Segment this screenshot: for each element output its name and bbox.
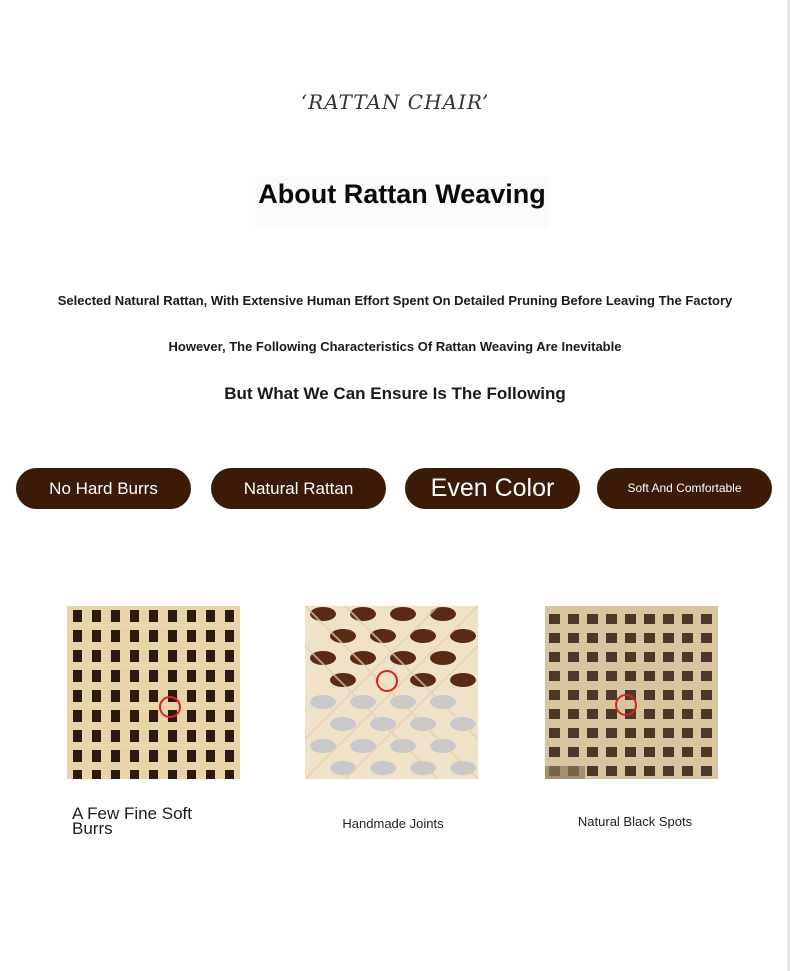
burr-marker-icon — [159, 696, 181, 718]
intro-line-2: However, The Following Characteristics Of Rattan Weaving Are Inevitable — [168, 339, 622, 354]
rattan-hex-weave-image — [305, 606, 478, 779]
feature-pill-natural-rattan: Natural Rattan — [211, 468, 386, 509]
spot-marker-icon — [615, 694, 637, 716]
caption-handmade-joints: Handmade Joints — [342, 816, 444, 831]
rattan-burrs-photo — [67, 606, 240, 779]
rattan-spots-photo — [545, 606, 718, 779]
feature-pill-no-hard-burrs: No Hard Burrs — [16, 468, 191, 509]
brand-subtitle: ‘RATTAN CHAIR’ — [300, 90, 490, 114]
feature-pill-soft-and-comfortable: Soft And Comfortable — [597, 468, 772, 509]
joint-marker-icon — [376, 670, 398, 692]
page-title: About Rattan Weaving — [255, 176, 549, 228]
caption-fine-soft-burrs: A Few Fine Soft Burrs — [72, 804, 192, 838]
feature-pill-even-color: Even Color — [405, 468, 580, 509]
rattan-square-weave-image — [67, 606, 240, 779]
rattan-joints-photo — [305, 606, 478, 779]
caption-natural-black-spots: Natural Black Spots — [577, 814, 693, 829]
rattan-grid-weave-image — [545, 606, 718, 779]
intro-line-3: But What We Can Ensure Is The Following — [224, 384, 566, 403]
intro-line-1: Selected Natural Rattan, With Extensive Human Effort Spent On Detailed Pruning Before Leaving The Factory — [57, 293, 733, 308]
